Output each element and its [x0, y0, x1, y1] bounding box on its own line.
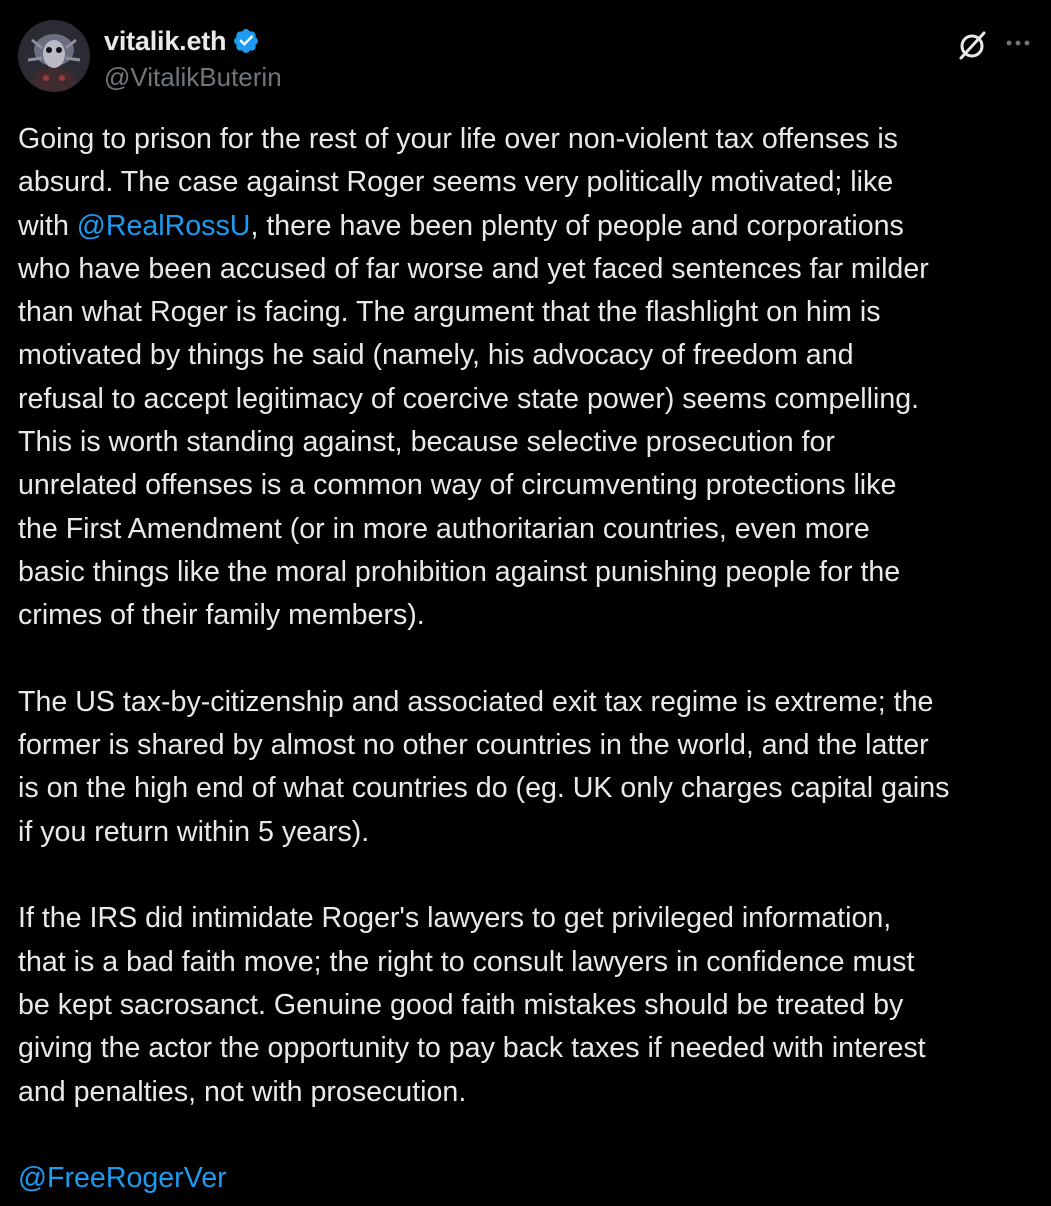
- text-line: the First Amendment (or in more authoritarian countries, even more: [18, 512, 870, 545]
- text-line: former is shared by almost no other countries in the world, and the latter: [18, 729, 929, 762]
- paragraph-3: [18, 897, 1038, 1113]
- handle[interactable]: @VitalikButerin: [104, 62, 282, 92]
- text-line: is on the high end of what countries do (eg. UK only charges capital gains: [18, 772, 950, 805]
- author-info: [104, 22, 282, 93]
- text-line: unrelated offenses is a common way of circumventing protections like: [18, 469, 897, 502]
- text-line: This is worth standing against, because selective prosecution for: [18, 426, 835, 459]
- text-line: basic things like the moral prohibition against punishing people for the: [18, 555, 901, 588]
- paragraph-2: [18, 681, 1038, 854]
- text-line: absurd. The case against Roger seems very politically motivated; like: [18, 166, 894, 199]
- mention-link-freerogerver[interactable]: @FreeRogerVer: [18, 1162, 227, 1195]
- paragraph-1: [18, 118, 1038, 638]
- paragraph-gap: [18, 854, 1038, 897]
- text-line: crimes of their family members).: [18, 599, 425, 632]
- text-segment: with: [18, 209, 77, 242]
- text-line: The US tax-by-citizenship and associated exit tax regime is extreme; the: [18, 685, 934, 718]
- paragraph-4: [18, 1157, 1038, 1200]
- paragraph-gap: [18, 1114, 1038, 1157]
- verified-badge-icon[interactable]: [232, 27, 260, 55]
- tweet-header: [18, 20, 1033, 100]
- paragraph-gap: [18, 638, 1038, 681]
- text-line: be kept sacrosanct. Genuine good faith mistakes should be treated by: [18, 988, 904, 1021]
- grok-slash-icon[interactable]: [955, 28, 989, 62]
- mention-link-realrossu[interactable]: @RealRossU: [76, 209, 251, 242]
- text-line: [18, 205, 1038, 248]
- display-name[interactable]: vitalik.eth: [104, 25, 227, 56]
- text-line: If the IRS did intimidate Roger's lawyers to get privileged information,: [18, 902, 892, 935]
- tweet-text: [18, 118, 1038, 1200]
- text-line: motivated by things he said (namely, his advocacy of freedom and: [18, 339, 854, 372]
- more-dots-icon[interactable]: [1003, 28, 1033, 58]
- text-line: [18, 1157, 1038, 1200]
- text-line: who have been accused of far worse and yet faced sentences far milder: [18, 252, 929, 285]
- text-line: refusal to accept legitimacy of coercive state power) seems compelling.: [18, 382, 920, 415]
- text-line: giving the actor the opportunity to pay back taxes if needed with interest: [18, 1032, 926, 1065]
- text-line: and penalties, not with prosecution.: [18, 1075, 467, 1108]
- text-line: Going to prison for the rest of your life over non-violent tax offenses is: [18, 123, 898, 155]
- display-name-row: [104, 22, 282, 60]
- text-segment: , there have been plenty of people and corporations: [250, 209, 904, 242]
- avatar[interactable]: [18, 20, 90, 92]
- text-line: that is a bad faith move; the right to consult lawyers in confidence must: [18, 945, 915, 978]
- text-line: if you return within 5 years).: [18, 815, 370, 848]
- text-line: than what Roger is facing. The argument that the flashlight on him is: [18, 296, 881, 329]
